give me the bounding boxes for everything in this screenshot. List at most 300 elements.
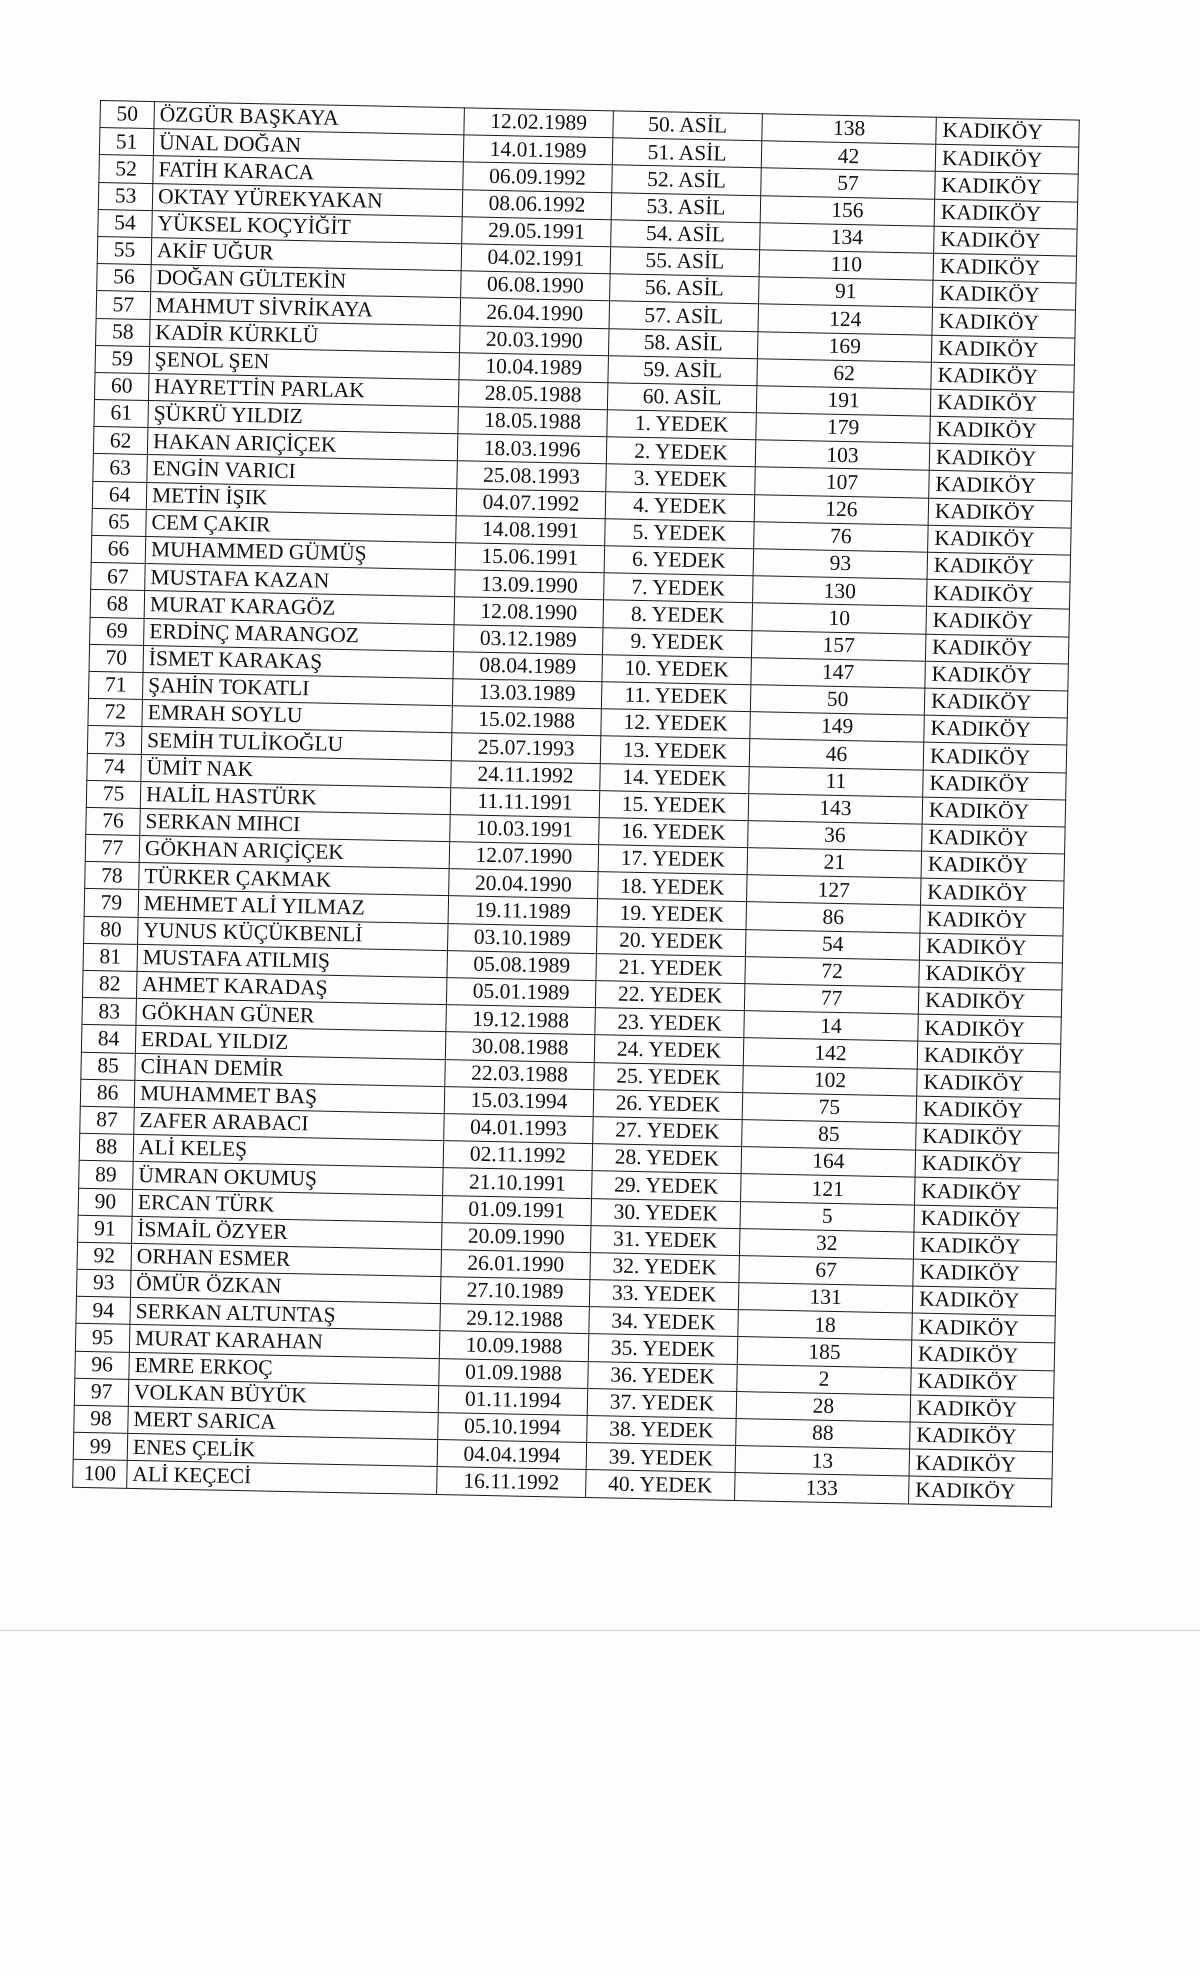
row-number-cell: 78 <box>85 862 140 890</box>
district-cell: KADIKÖY <box>925 634 1069 664</box>
full-name-cell: MURAT KARAGÖZ <box>144 591 454 624</box>
district-cell: KADIKÖY <box>920 878 1064 908</box>
order-number-cell: 62 <box>757 358 932 389</box>
birth-date-cell: 29.12.1988 <box>440 1304 590 1334</box>
district-cell: KADIKÖY <box>909 1449 1053 1479</box>
order-number-cell: 10 <box>752 603 927 634</box>
rank-status-cell: 39. YEDEK <box>586 1443 736 1473</box>
order-number-cell: 14 <box>744 1011 919 1042</box>
rank-status-cell: 55. ASİL <box>610 247 760 277</box>
full-name-cell: ŞENOL ŞEN <box>149 346 459 379</box>
birth-date-cell: 16.11.1992 <box>437 1467 587 1497</box>
row-number-cell: 86 <box>80 1079 135 1107</box>
results-table-body <box>73 101 1080 1507</box>
order-number-cell: 32 <box>739 1228 914 1259</box>
rank-status-cell: 40. YEDEK <box>586 1470 736 1500</box>
birth-date-cell: 12.08.1990 <box>454 597 604 627</box>
order-number-cell: 36 <box>748 821 923 852</box>
row-number-cell: 63 <box>93 454 148 482</box>
birth-date-cell: 05.08.1989 <box>447 950 597 980</box>
order-number-cell: 103 <box>755 440 930 471</box>
full-name-cell: ORHAN ESMER <box>131 1243 441 1276</box>
full-name-cell: AKİF UĞUR <box>151 238 461 271</box>
row-number-cell: 65 <box>92 508 147 536</box>
row-number-cell: 52 <box>99 155 154 183</box>
order-number-cell: 185 <box>737 1337 912 1368</box>
birth-date-cell: 08.06.1992 <box>462 189 612 219</box>
row-number-cell: 76 <box>86 807 141 835</box>
order-number-cell: 134 <box>760 223 935 254</box>
birth-date-cell: 05.10.1994 <box>438 1413 588 1443</box>
birth-date-cell: 22.03.1988 <box>445 1059 595 1089</box>
row-number-cell: 51 <box>99 128 154 156</box>
rank-status-cell: 37. YEDEK <box>587 1388 737 1418</box>
full-name-cell: FATİH KARACA <box>153 156 463 189</box>
full-name-cell: ŞAHİN TOKATLI <box>142 672 452 705</box>
district-cell: KADIKÖY <box>931 362 1075 392</box>
order-number-cell: 124 <box>758 304 933 335</box>
row-number-cell: 99 <box>73 1432 128 1460</box>
rank-status-cell: 7. YEDEK <box>604 573 754 603</box>
full-name-cell: ERDAL YILDIZ <box>135 1026 445 1059</box>
district-cell: KADIKÖY <box>926 607 1070 637</box>
rank-status-cell: 29. YEDEK <box>592 1171 742 1201</box>
row-number-cell: 93 <box>76 1269 131 1297</box>
rank-status-cell: 24. YEDEK <box>594 1035 744 1065</box>
full-name-cell: HAYRETTİN PARLAK <box>148 373 458 406</box>
rank-status-cell: 3. YEDEK <box>606 464 756 494</box>
order-number-cell: 102 <box>743 1065 918 1096</box>
rank-status-cell: 59. ASİL <box>608 355 758 385</box>
order-number-cell: 143 <box>748 793 923 824</box>
rank-status-cell: 4. YEDEK <box>605 491 755 521</box>
order-number-cell: 133 <box>735 1473 910 1504</box>
full-name-cell: HAKAN ARIÇİÇEK <box>147 428 457 461</box>
results-table-sheet <box>72 100 1080 1507</box>
full-name-cell: ŞÜKRÜ YILDIZ <box>148 401 458 434</box>
full-name-cell: ZAFER ARABACI <box>134 1107 444 1140</box>
row-number-cell: 73 <box>87 726 142 754</box>
district-cell: KADIKÖY <box>917 1069 1061 1099</box>
rank-status-cell: 54. ASİL <box>611 220 761 250</box>
row-number-cell: 67 <box>91 563 146 591</box>
order-number-cell: 107 <box>755 467 930 498</box>
district-cell: KADIKÖY <box>926 579 1070 609</box>
rank-status-cell: 18. YEDEK <box>598 872 748 902</box>
row-number-cell: 50 <box>100 101 155 129</box>
birth-date-cell: 04.07.1992 <box>456 488 606 518</box>
order-number-cell: 57 <box>761 168 936 199</box>
order-number-cell: 54 <box>745 929 920 960</box>
district-cell: KADIKÖY <box>913 1259 1057 1289</box>
rank-status-cell: 22. YEDEK <box>595 981 745 1011</box>
district-cell: KADIKÖY <box>912 1286 1056 1316</box>
order-number-cell: 93 <box>753 549 928 580</box>
rank-status-cell: 53. ASİL <box>611 192 761 222</box>
birth-date-cell: 12.07.1990 <box>449 842 599 872</box>
order-number-cell: 77 <box>744 984 919 1015</box>
district-cell: KADIKÖY <box>911 1340 1055 1370</box>
row-number-cell: 71 <box>88 671 143 699</box>
order-number-cell: 11 <box>749 766 924 797</box>
district-cell: KADIKÖY <box>924 688 1068 718</box>
row-number-cell: 82 <box>82 970 137 998</box>
district-cell: KADIKÖY <box>915 1150 1059 1180</box>
birth-date-cell: 21.10.1991 <box>443 1168 593 1198</box>
full-name-cell: CİHAN DEMİR <box>135 1053 445 1086</box>
full-name-cell: VOLKAN BÜYÜK <box>128 1379 438 1412</box>
row-number-cell: 58 <box>96 318 151 346</box>
district-cell: KADIKÖY <box>914 1205 1058 1235</box>
full-name-cell: ÜNAL DOĞAN <box>153 129 463 162</box>
district-cell: KADIKÖY <box>927 552 1071 582</box>
row-number-cell: 66 <box>91 535 146 563</box>
full-name-cell: MUSTAFA ATILMIŞ <box>137 944 447 977</box>
order-number-cell: 191 <box>756 386 931 417</box>
district-cell: KADIKÖY <box>935 172 1079 202</box>
row-number-cell: 59 <box>95 345 150 373</box>
row-number-cell: 68 <box>90 590 145 618</box>
full-name-cell: ÖZGÜR BAŞKAYA <box>154 102 464 135</box>
rank-status-cell: 8. YEDEK <box>603 600 753 630</box>
row-number-cell: 98 <box>74 1405 129 1433</box>
order-number-cell: 157 <box>751 630 926 661</box>
birth-date-cell: 20.04.1990 <box>449 869 599 899</box>
row-number-cell: 96 <box>75 1351 130 1379</box>
district-cell: KADIKÖY <box>935 144 1079 174</box>
row-number-cell: 75 <box>86 780 141 808</box>
row-number-cell: 95 <box>75 1324 130 1352</box>
full-name-cell: ÖMÜR ÖZKAN <box>130 1270 440 1303</box>
rank-status-cell: 14. YEDEK <box>600 763 750 793</box>
order-number-cell: 13 <box>735 1446 910 1477</box>
birth-date-cell: 19.12.1988 <box>446 1005 596 1035</box>
district-cell: KADIKÖY <box>923 742 1067 772</box>
birth-date-cell: 03.10.1989 <box>448 923 598 953</box>
order-number-cell: 2 <box>737 1364 912 1395</box>
order-number-cell: 28 <box>736 1391 911 1422</box>
row-number-cell: 62 <box>93 427 148 455</box>
rank-status-cell: 13. YEDEK <box>600 736 750 766</box>
district-cell: KADIKÖY <box>908 1476 1052 1506</box>
birth-date-cell: 20.09.1990 <box>441 1222 591 1252</box>
rank-status-cell: 38. YEDEK <box>587 1416 737 1446</box>
rank-status-cell: 21. YEDEK <box>596 953 746 983</box>
full-name-cell: ERDİNÇ MARANGOZ <box>144 618 454 651</box>
order-number-cell: 88 <box>736 1419 911 1450</box>
rank-status-cell: 33. YEDEK <box>589 1280 739 1310</box>
rank-status-cell: 12. YEDEK <box>601 709 751 739</box>
birth-date-cell: 02.11.1992 <box>443 1141 593 1171</box>
full-name-cell: ALİ KELEŞ <box>133 1135 443 1168</box>
row-number-cell: 56 <box>97 264 152 292</box>
district-cell: KADIKÖY <box>930 389 1074 419</box>
district-cell: KADIKÖY <box>928 525 1072 555</box>
order-number-cell: 67 <box>739 1255 914 1286</box>
birth-date-cell: 13.09.1990 <box>455 570 605 600</box>
full-name-cell: METİN İŞIK <box>146 482 456 515</box>
district-cell: KADIKÖY <box>929 471 1073 501</box>
rank-status-cell: 56. ASİL <box>610 274 760 304</box>
district-cell: KADIKÖY <box>913 1232 1057 1262</box>
district-cell: KADIKÖY <box>928 498 1072 528</box>
rank-status-cell: 60. ASİL <box>607 383 757 413</box>
order-number-cell: 142 <box>743 1038 918 1069</box>
rank-status-cell: 32. YEDEK <box>590 1252 740 1282</box>
birth-date-cell: 20.03.1990 <box>460 325 610 355</box>
order-number-cell: 21 <box>747 848 922 879</box>
rank-status-cell: 26. YEDEK <box>593 1089 743 1119</box>
full-name-cell: GÖKHAN ARIÇİÇEK <box>139 836 449 869</box>
order-number-cell: 127 <box>747 875 922 906</box>
birth-date-cell: 05.01.1989 <box>446 978 596 1008</box>
order-number-cell: 5 <box>740 1201 915 1232</box>
order-number-cell: 76 <box>754 522 929 553</box>
full-name-cell: KADİR KÜRKLÜ <box>150 319 460 352</box>
district-cell: KADIKÖY <box>932 308 1076 338</box>
row-number-cell: 94 <box>76 1297 131 1325</box>
birth-date-cell: 11.11.1991 <box>450 787 600 817</box>
full-name-cell: MERT SARICA <box>128 1406 438 1439</box>
full-name-cell: MEHMET ALİ YILMAZ <box>138 890 448 923</box>
rank-status-cell: 1. YEDEK <box>607 410 757 440</box>
birth-date-cell: 01.09.1991 <box>442 1195 592 1225</box>
rank-status-cell: 15. YEDEK <box>599 790 749 820</box>
row-number-cell: 69 <box>90 617 145 645</box>
rank-status-cell: 36. YEDEK <box>588 1361 738 1391</box>
district-cell: KADIKÖY <box>919 933 1063 963</box>
row-number-cell: 77 <box>85 834 140 862</box>
rank-status-cell: 23. YEDEK <box>595 1008 745 1038</box>
district-cell: KADIKÖY <box>916 1096 1060 1126</box>
order-number-cell: 130 <box>753 576 928 607</box>
district-cell: KADIKÖY <box>917 1041 1061 1071</box>
birth-date-cell: 01.09.1988 <box>439 1358 589 1388</box>
birth-date-cell: 04.01.1993 <box>444 1114 594 1144</box>
row-number-cell: 57 <box>96 291 151 319</box>
birth-date-cell: 14.08.1991 <box>456 516 606 546</box>
order-number-cell: 131 <box>738 1283 913 1314</box>
row-number-cell: 70 <box>89 644 144 672</box>
rank-status-cell: 11. YEDEK <box>601 682 751 712</box>
birth-date-cell: 04.02.1991 <box>461 244 611 274</box>
district-cell: KADIKÖY <box>914 1177 1058 1207</box>
birth-date-cell: 24.11.1992 <box>451 760 601 790</box>
scan-edge-line <box>0 1630 1200 1631</box>
row-number-cell: 100 <box>73 1460 128 1488</box>
birth-date-cell: 06.08.1990 <box>461 271 611 301</box>
full-name-cell: GÖKHAN GÜNER <box>136 999 446 1032</box>
row-number-cell: 88 <box>79 1133 134 1161</box>
birth-date-cell: 18.05.1988 <box>458 407 608 437</box>
birth-date-cell: 18.03.1996 <box>457 434 607 464</box>
order-number-cell: 138 <box>762 114 937 145</box>
birth-date-cell: 04.04.1994 <box>437 1440 587 1470</box>
birth-date-cell: 10.09.1988 <box>439 1331 589 1361</box>
full-name-cell: TÜRKER ÇAKMAK <box>139 863 449 896</box>
birth-date-cell: 12.02.1989 <box>464 108 614 138</box>
district-cell: KADIKÖY <box>921 851 1065 881</box>
district-cell: KADIKÖY <box>931 335 1075 365</box>
order-number-cell: 164 <box>741 1147 916 1178</box>
order-number-cell: 149 <box>750 712 925 743</box>
full-name-cell: MUSTAFA KAZAN <box>145 564 455 597</box>
row-number-cell: 61 <box>94 400 149 428</box>
district-cell: KADIKÖY <box>936 117 1080 147</box>
district-cell: KADIKÖY <box>910 1395 1054 1425</box>
rank-status-cell: 10. YEDEK <box>602 654 752 684</box>
birth-date-cell: 30.08.1988 <box>445 1032 595 1062</box>
birth-date-cell: 15.06.1991 <box>455 543 605 573</box>
district-cell: KADIKÖY <box>925 661 1069 691</box>
district-cell: KADIKÖY <box>930 416 1074 446</box>
order-number-cell: 121 <box>741 1174 916 1205</box>
rank-status-cell: 51. ASİL <box>612 138 762 168</box>
row-number-cell: 83 <box>82 998 137 1026</box>
order-number-cell: 85 <box>742 1120 917 1151</box>
district-cell: KADIKÖY <box>929 443 1073 473</box>
birth-date-cell: 03.12.1989 <box>454 624 604 654</box>
rank-status-cell: 20. YEDEK <box>596 926 746 956</box>
rank-status-cell: 17. YEDEK <box>598 845 748 875</box>
birth-date-cell: 26.01.1990 <box>441 1249 591 1279</box>
full-name-cell: ÜMRAN OKUMUŞ <box>133 1162 443 1195</box>
results-table <box>72 100 1080 1507</box>
row-number-cell: 84 <box>81 1025 136 1053</box>
birth-date-cell: 29.05.1991 <box>462 217 612 247</box>
full-name-cell: ERCAN TÜRK <box>132 1189 442 1222</box>
birth-date-cell: 10.04.1989 <box>459 352 609 382</box>
district-cell: KADIKÖY <box>920 906 1064 936</box>
birth-date-cell: 25.08.1993 <box>457 461 607 491</box>
rank-status-cell: 30. YEDEK <box>591 1198 741 1228</box>
rank-status-cell: 6. YEDEK <box>604 546 754 576</box>
row-number-cell: 64 <box>92 481 147 509</box>
rank-status-cell: 31. YEDEK <box>590 1225 740 1255</box>
rank-status-cell: 25. YEDEK <box>594 1062 744 1092</box>
district-cell: KADIKÖY <box>934 226 1078 256</box>
district-cell: KADIKÖY <box>911 1368 1055 1398</box>
order-number-cell: 91 <box>759 277 934 308</box>
row-number-cell: 97 <box>74 1378 129 1406</box>
full-name-cell: AHMET KARADAŞ <box>136 971 446 1004</box>
district-cell: KADIKÖY <box>922 797 1066 827</box>
rank-status-cell: 2. YEDEK <box>606 437 756 467</box>
birth-date-cell: 10.03.1991 <box>450 815 600 845</box>
full-name-cell: MAHMUT SİVRİKAYA <box>150 292 460 325</box>
district-cell: KADIKÖY <box>923 770 1067 800</box>
rank-status-cell: 34. YEDEK <box>589 1307 739 1337</box>
full-name-cell: ÜMİT NAK <box>141 754 451 787</box>
rank-status-cell: 5. YEDEK <box>605 519 755 549</box>
birth-date-cell: 15.02.1988 <box>452 706 602 736</box>
birth-date-cell: 19.11.1989 <box>448 896 598 926</box>
row-number-cell: 53 <box>98 182 153 210</box>
rank-status-cell: 9. YEDEK <box>602 627 752 657</box>
birth-date-cell: 15.03.1994 <box>444 1086 594 1116</box>
full-name-cell: EMRE ERKOÇ <box>129 1352 439 1385</box>
birth-date-cell: 13.03.1989 <box>452 679 602 709</box>
order-number-cell: 169 <box>757 331 932 362</box>
full-name-cell: SERKAN ALTUNTAŞ <box>130 1298 440 1331</box>
district-cell: KADIKÖY <box>924 715 1068 745</box>
rank-status-cell: 52. ASİL <box>612 165 762 195</box>
district-cell: KADIKÖY <box>922 824 1066 854</box>
order-number-cell: 126 <box>754 494 929 525</box>
district-cell: KADIKÖY <box>919 960 1063 990</box>
birth-date-cell: 01.11.1994 <box>438 1385 588 1415</box>
row-number-cell: 92 <box>77 1242 132 1270</box>
full-name-cell: YÜKSEL KOÇYİĞİT <box>152 210 462 243</box>
row-number-cell: 55 <box>97 236 152 264</box>
district-cell: KADIKÖY <box>916 1123 1060 1153</box>
rank-status-cell: 58. ASİL <box>608 328 758 358</box>
full-name-cell: OKTAY YÜREKYAKAN <box>152 183 462 216</box>
rank-status-cell: 50. ASİL <box>613 111 763 141</box>
birth-date-cell: 14.01.1989 <box>463 135 613 165</box>
birth-date-cell: 25.07.1993 <box>451 733 601 763</box>
birth-date-cell: 08.04.1989 <box>453 651 603 681</box>
row-number-cell: 60 <box>94 372 149 400</box>
district-cell: KADIKÖY <box>918 987 1062 1017</box>
order-number-cell: 147 <box>751 657 926 688</box>
rank-status-cell: 27. YEDEK <box>593 1117 743 1147</box>
full-name-cell: EMRAH SOYLU <box>142 700 452 733</box>
birth-date-cell: 28.05.1988 <box>458 380 608 410</box>
full-name-cell: SEMİH TULİKOĞLU <box>141 727 451 760</box>
full-name-cell: CEM ÇAKIR <box>146 509 456 542</box>
row-number-cell: 89 <box>79 1161 134 1189</box>
row-number-cell: 85 <box>81 1052 136 1080</box>
rank-status-cell: 19. YEDEK <box>597 899 747 929</box>
row-number-cell: 91 <box>78 1215 133 1243</box>
full-name-cell: YUNUS KÜÇÜKBENLİ <box>138 917 448 950</box>
order-number-cell: 50 <box>750 685 925 716</box>
order-number-cell: 46 <box>749 739 924 770</box>
full-name-cell: MUHAMMED GÜMÜŞ <box>145 537 455 570</box>
full-name-cell: MUHAMMET BAŞ <box>134 1080 444 1113</box>
full-name-cell: SERKAN MIHCI <box>140 808 450 841</box>
row-number-cell: 54 <box>98 209 153 237</box>
district-cell: KADIKÖY <box>910 1422 1054 1452</box>
order-number-cell: 86 <box>746 902 921 933</box>
district-cell: KADIKÖY <box>918 1014 1062 1044</box>
order-number-cell: 18 <box>738 1310 913 1341</box>
rank-status-cell: 35. YEDEK <box>588 1334 738 1364</box>
district-cell: KADIKÖY <box>912 1313 1056 1343</box>
row-number-cell: 79 <box>84 889 139 917</box>
birth-date-cell: 27.10.1989 <box>440 1277 590 1307</box>
district-cell: KADIKÖY <box>933 253 1077 283</box>
order-number-cell: 75 <box>742 1092 917 1123</box>
full-name-cell: İSMAİL ÖZYER <box>132 1216 442 1249</box>
rank-status-cell: 16. YEDEK <box>599 818 749 848</box>
order-number-cell: 179 <box>756 413 931 444</box>
birth-date-cell: 06.09.1992 <box>463 162 613 192</box>
row-number-cell: 80 <box>84 916 139 944</box>
row-number-cell: 72 <box>88 699 143 727</box>
full-name-cell: İSMET KARAKAŞ <box>143 645 453 678</box>
full-name-cell: MURAT KARAHAN <box>129 1325 439 1358</box>
order-number-cell: 110 <box>759 250 934 281</box>
order-number-cell: 42 <box>761 141 936 172</box>
row-number-cell: 87 <box>80 1106 135 1134</box>
district-cell: KADIKÖY <box>933 280 1077 310</box>
full-name-cell: DOĞAN GÜLTEKİN <box>151 265 461 298</box>
rank-status-cell: 57. ASİL <box>609 301 759 331</box>
full-name-cell: ALİ KEÇECİ <box>127 1461 437 1494</box>
row-number-cell: 74 <box>87 753 142 781</box>
